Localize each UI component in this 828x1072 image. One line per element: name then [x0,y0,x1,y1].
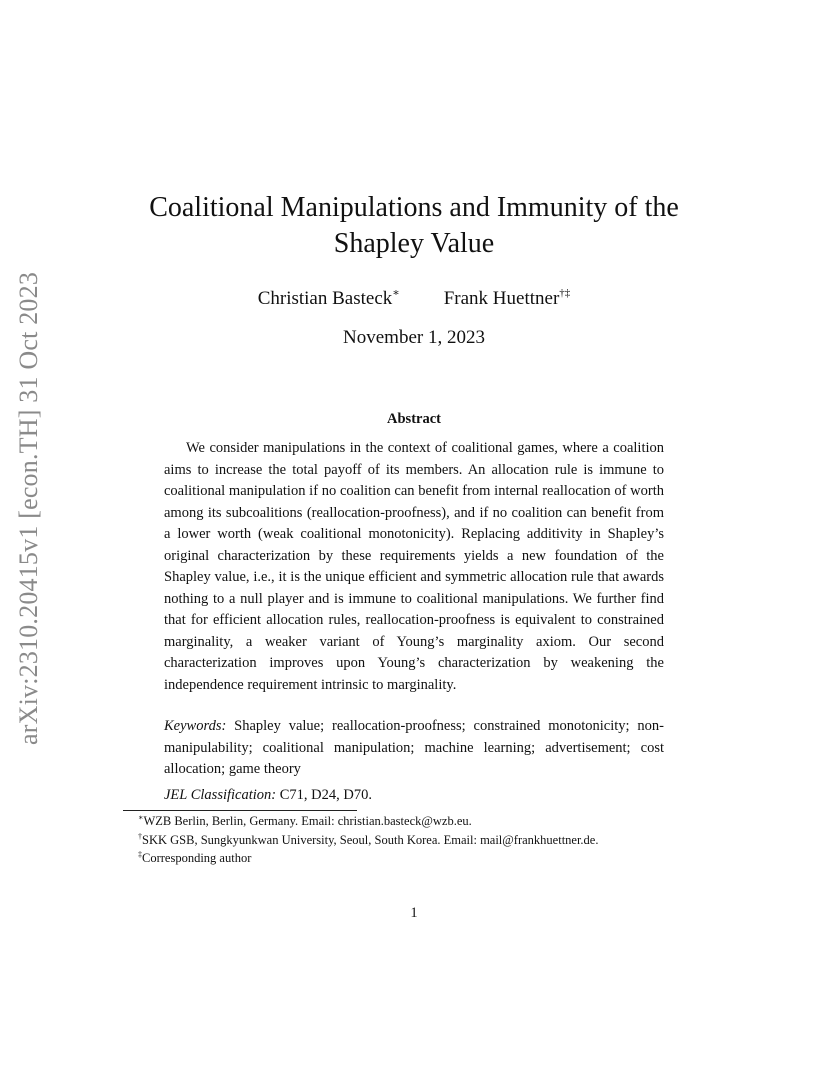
footnote-separator [123,810,357,811]
jel-codes: C71, D24, D70. [279,787,372,803]
author-name: Frank Huettner [443,288,560,309]
author-huettner [444,287,571,311]
footnote-mark: † [138,831,142,841]
footnote-text: SKK GSB, Sungkyunkwan University, Seoul, South Korea. Email: mail@frankhuettner.de. [142,832,599,847]
footnotes [138,812,718,868]
author-name: Christian Basteck [257,288,393,309]
author-list [0,287,828,311]
footnote-text: WZB Berlin, Berlin, Germany. Email: christian.basteck@wzb.eu. [143,814,472,828]
keywords-text: Shapley value; reallocation-proofness; constrained monotonicity; non-manipulability; coalitional manipulation; machine learning; advertisement; cost allocation; game theory [164,718,665,777]
paper-title: Coalitional Manipulations and Immunity of the Shapley Value [149,192,679,259]
paper-date: November 1, 2023 [343,327,485,348]
page-number: 1 [410,905,418,921]
footnote-mark: ‡ [138,850,142,859]
footnote-text: Corresponding author [142,851,252,865]
footnote-corresponding-author [138,849,718,868]
abstract-text: We consider manipulations in the context of coalitional games, where a coalition aims to increase the total payoff of its members. An allocation rule is immune to coalitional manipulation if no coalition can benefit from internal reallocation of worth among its subcoalitions (reallocation-proofness), and if no coalition can benefit from a lower worth (weak coalitional monotonicity). Replacing additivity in Shapley’s original characterization by these requirements yields a new foundation of the Shapley value, i.e., it is the unique efficient and symmetric allocation rule that awards nothing to a null player and is immune to coalitional manipulations. We further find that for efficient allocation rules, reallocation-proofness is equivalent to constrained marginality, a weaker variant of Young’s marginality axiom. Our second characterization improves upon Young’s characterization by weakening the independence requirement intrinsic to marginality. [164,440,664,693]
author-basteck [258,287,400,311]
author-footnote-mark: †‡ [559,287,571,299]
keywords-label: Keywords: [164,718,227,734]
abstract-heading: Abstract [387,411,441,427]
jel-label: JEL Classification: [164,787,277,803]
keywords-section [164,716,664,781]
arxiv-stamp: arXiv:2310.20415v1 [econ.TH] 31 Oct 2023 [14,271,43,745]
footnote-mark: ∗ [138,813,144,822]
jel-classification [164,785,664,807]
author-footnote-mark: ∗ [392,287,400,299]
footnote-affiliation-huettner [138,831,718,850]
footnote-affiliation-basteck [138,812,718,831]
